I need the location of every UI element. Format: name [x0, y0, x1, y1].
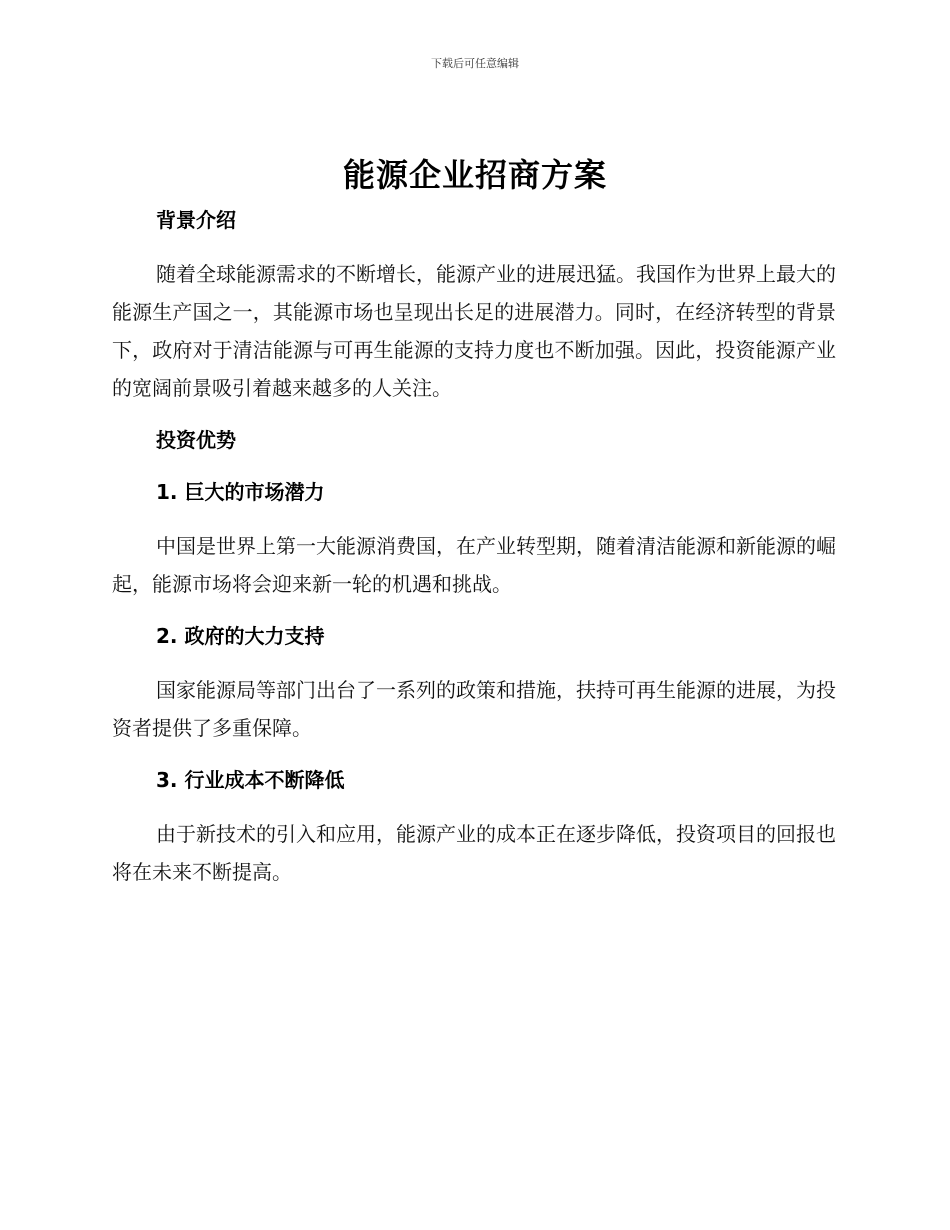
paragraph-cost-reduction: 由于新技术的引入和应用，能源产业的成本正在逐步降低，投资项目的回报也将在未来不断提高。: [112, 822, 836, 884]
header-note: 下载后可任意编辑: [431, 57, 519, 70]
section-heading-advantages: 投资优势: [156, 428, 236, 452]
paragraph-background: 随着全球能源需求的不断增长，能源产业的进展迅猛。我国作为世界上最大的能源生产国之一，其能源市场也呈现出长足的进展潜力。同时，在经济转型的背景下，政府对于清洁能源与可再生能源的支持力度也不断加强。因此，投资能源产业的宽阔前景吸引着越来越多的人关注。: [112, 262, 836, 400]
section-heading-background: 背景介绍: [156, 208, 236, 232]
subheading-cost-reduction: 3. 行业成本不断降低: [156, 768, 345, 792]
subheading-government-support: 2. 政府的大力支持: [156, 624, 325, 648]
document-title: 能源企业招商方案: [342, 156, 607, 194]
paragraph-government-support: 国家能源局等部门出台了一系列的政策和措施，扶持可再生能源的进展，为投资者提供了多重保障。: [112, 678, 836, 740]
subheading-market-potential: 1. 巨大的市场潜力: [156, 480, 325, 504]
paragraph-market-potential: 中国是世界上第一大能源消费国，在产业转型期，随着清洁能源和新能源的崛起，能源市场将会迎来新一轮的机遇和挑战。: [112, 534, 836, 596]
document-body: [112, 203, 836, 891]
